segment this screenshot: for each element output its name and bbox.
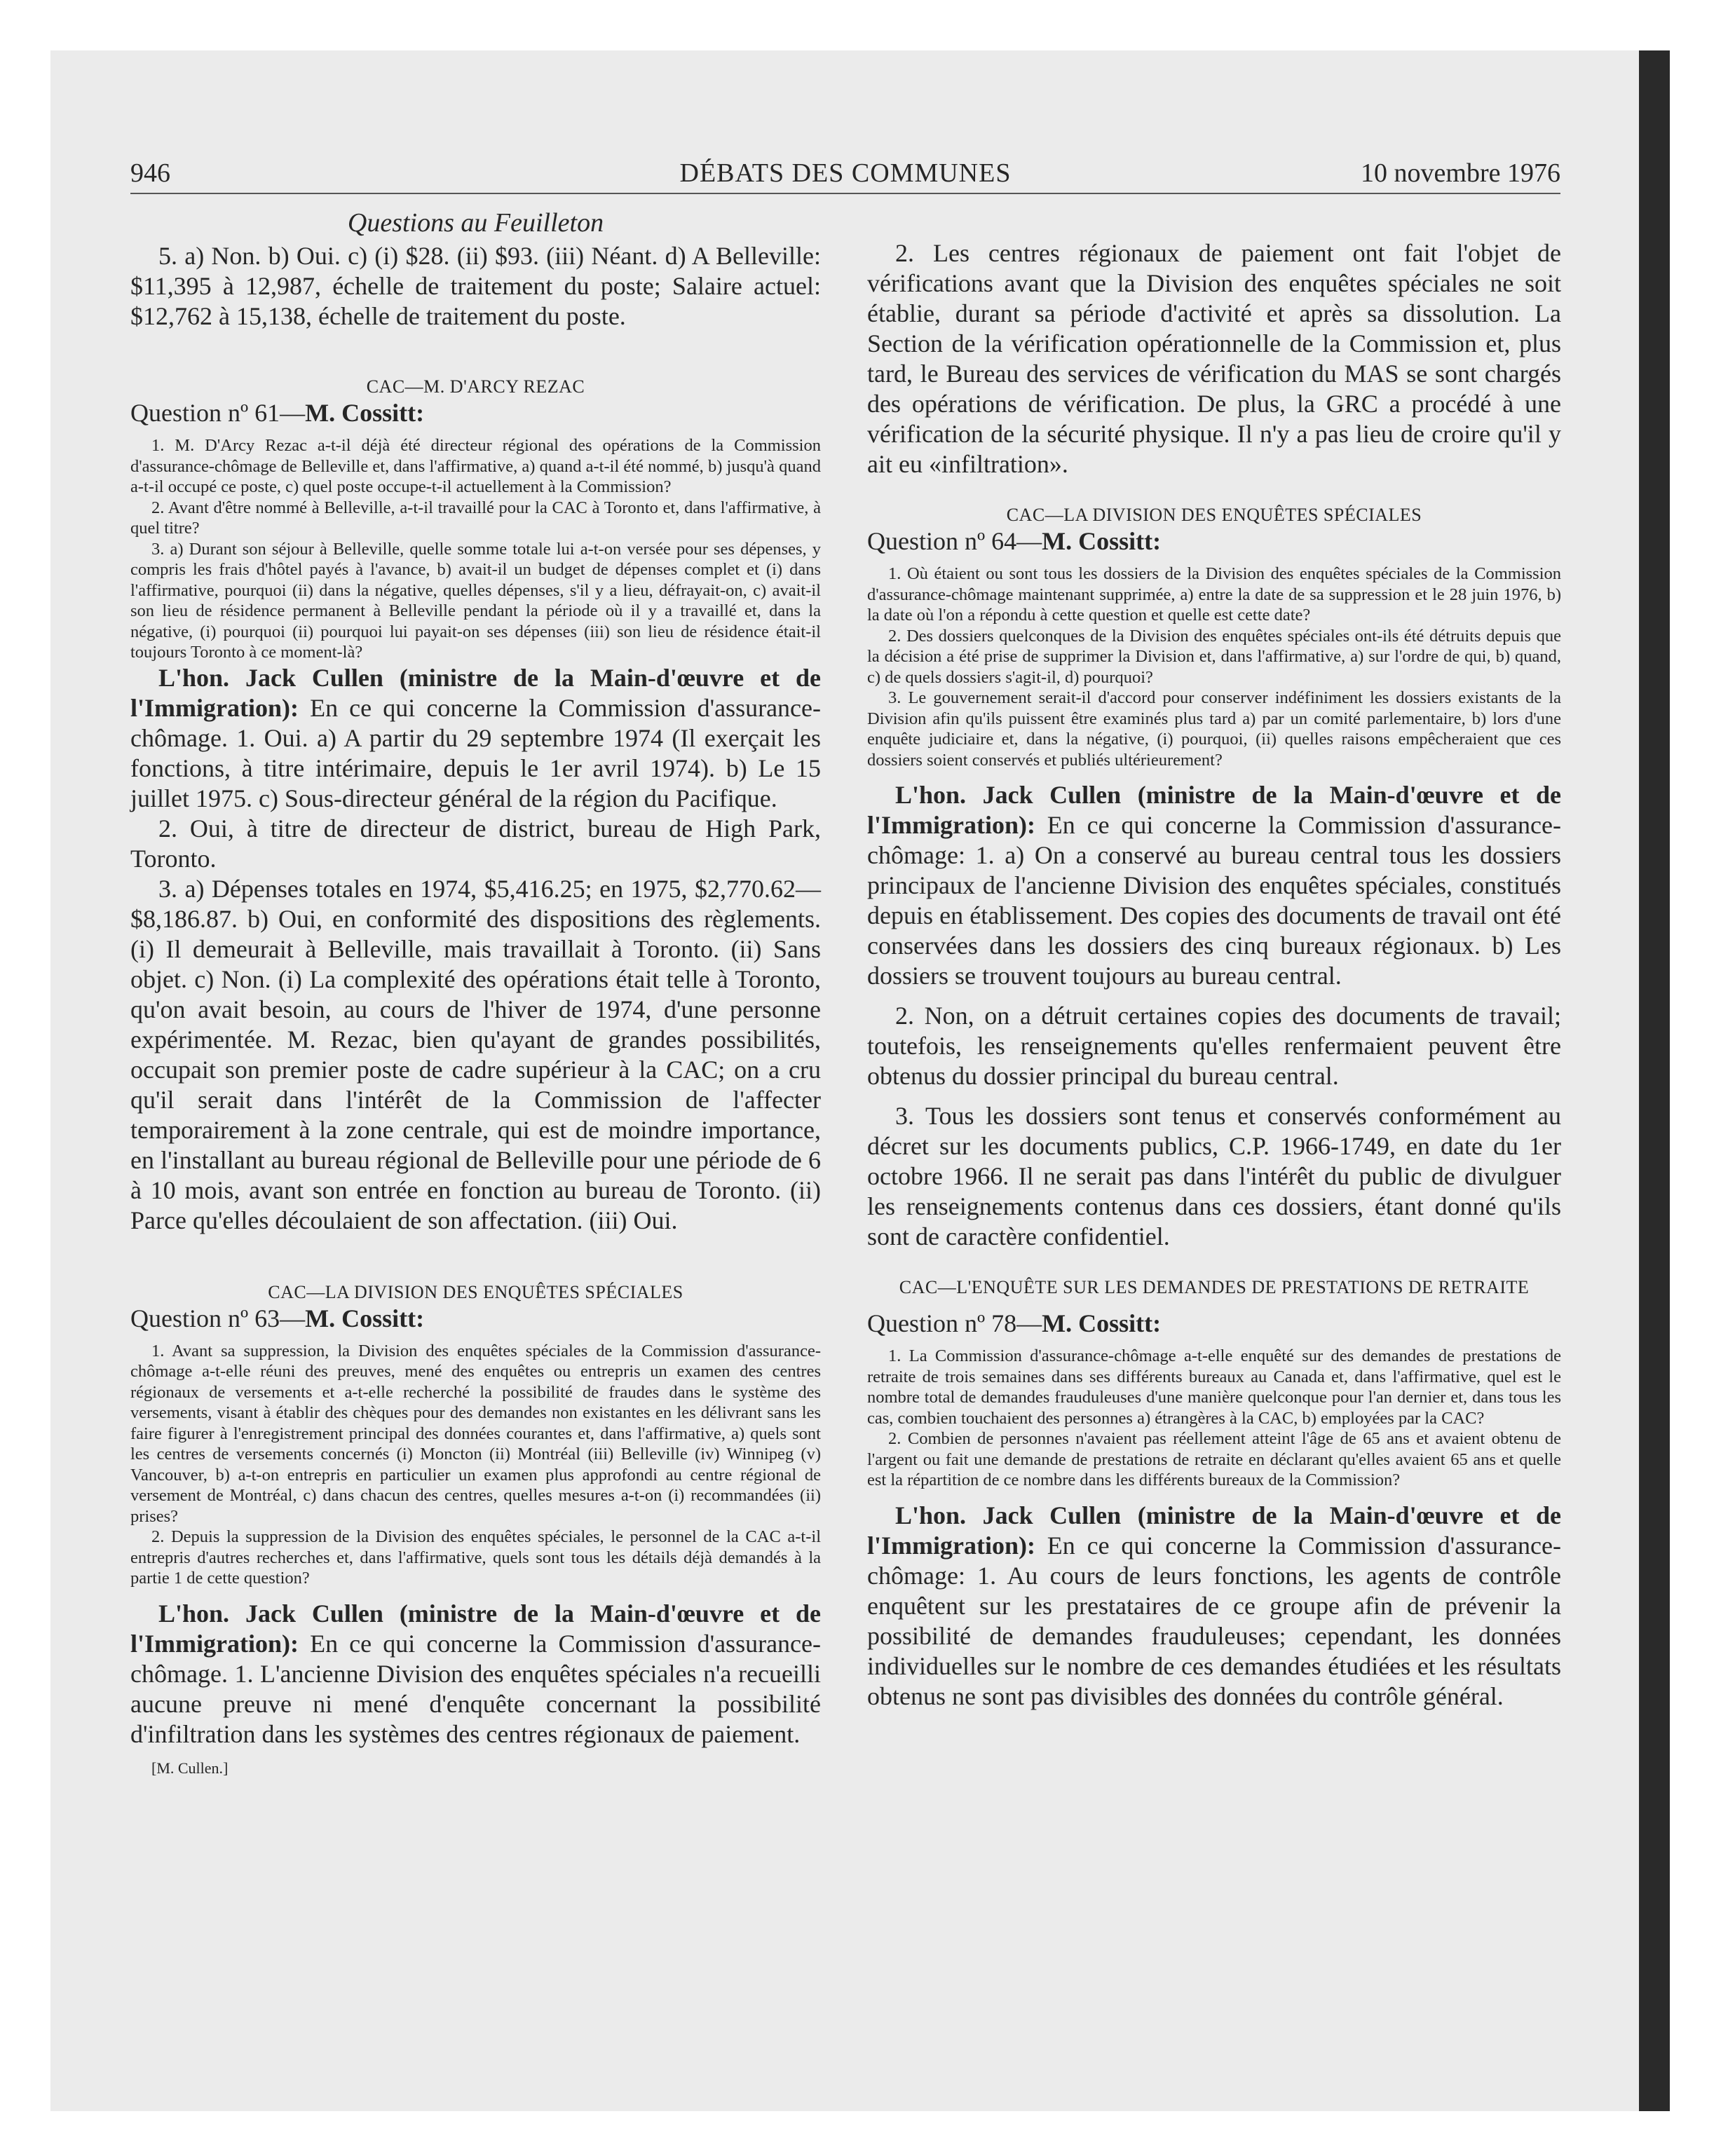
question-63-heading: Question nº 63—M. Cossitt: [130, 1304, 425, 1332]
page-number: 946 [130, 158, 170, 188]
question-78-part2: 2. Combien de personnes n'avaient pas réellement atteint l'âge de 65 ans et avaient obtenu de l'argent ou fait une demande de prestations de retraite en déclarant qu'elles avaient 65 ans et quelle est la répartition de ce nombre dans les différents bureaux de la Commission? [867, 1429, 1561, 1489]
left-column [130, 207, 821, 1778]
rubric-rezac: CAC—M. D'ARCY REZAC [366, 376, 585, 397]
question-63-part1: 1. Avant sa suppression, la Division des enquêtes spéciales de la Commission d'assurance-chômage a-t-elle réuni des preuves, mené des enquêtes ou entrepris un examen des centres régionaux de versements et a-t-elle recherché la possibilité de fraudes dans le système des versements, visant à établir des chèques pour des demandes non existantes en les délivrant sans les faire figurer à l'enregistrement principal des données courantes et, dans l'affirmative, a) quels sont les centres de versements concernés (i) Moncton (ii) Montréal (iii) Belleville (iv) Winnipeg (v) Vancouver, b) a-t-on entrepris en particulier un examen plus approfondi au centre régional de versement de Montréal, c) dans chacun des centres, quelles mesures a-t-on (i) recommandées (ii) prises? [130, 1341, 821, 1526]
page-header [130, 151, 1560, 194]
answer-78-part1: L'hon. Jack Cullen (ministre de la Main-d'œuvre et de l'Immigration): En ce qui concerne la Commission d'assurance-chômage: 1. Au cours de leurs fonctions, les agents de contrôle enquêtent sur les prestataires de ce groupe afin de prévenir la possibilité de demandes frauduleuses; cependant, les données individuelles sur le nombre de ces demandes étudiées et les résultats obtenus ne sont pas divisibles des données du contrôle général. [867, 1501, 1561, 1710]
answer-64-part3: 3. Tous les dossiers sont tenus et conservés conformément au décret sur les documents publics, C.P. 1966-1749, en date du 1er octobre 1966. Il ne serait pas dans l'intérêt du public de divulguer les renseignements contenus dans ces dossiers, étant donné qu'ils sont de caractère confidentiel. [867, 1102, 1561, 1250]
answer-61-part1: L'hon. Jack Cullen (ministre de la Main-d'œuvre et de l'Immigration): En ce qui concerne la Commission d'assurance-chômage. 1. Oui. a) A partir du 29 septembre 1974 (Il exerçait les fonctions, à titre intérimaire, depuis le 1er avril 1974). b) Le 15 juillet 1975. c) Sous-directeur général de la région du Pacifique. [130, 663, 821, 812]
answer-64-part2: 2. Non, on a détruit certaines copies des documents de travail; toutefois, les renseignements qu'elles renfermaient peuvent être obtenus du dossier principal du bureau central. [867, 1002, 1561, 1090]
question-64-part3: 3. Le gouvernement serait-il d'accord pour conserver indéfiniment les dossiers existants de la Division afin qu'ils puissent être examinés plus tard a) par un comité parlementaire, b) lors d'une enquête judiciaire et, dans la négative, (i) pourquoi, (ii) quelles raisons empêcheraient que ces dossiers soient conservés et publiés ultérieurement? [867, 688, 1561, 770]
question-61-heading: Question nº 61—M. Cossitt: [130, 399, 425, 427]
answer-5-paragraph: 5. a) Non. b) Oui. c) (i) $28. (ii) $93. (iii) Néant. d) A Belleville: $11,395 à 12,987, échelle de traitement du poste; Salaire actuel: $12,762 à 15,138, échelle de traitement du poste. [130, 242, 821, 330]
rubric-division-63: CAC—LA DIVISION DES ENQUÊTES SPÉCIALES [268, 1281, 683, 1302]
speaker-cullen: L'hon. Jack Cullen (ministre de la Main-d'œuvre et de l'Immigration): [130, 1599, 821, 1658]
scan-edge-band [1639, 50, 1670, 2111]
answer-61-part3: 3. a) Dépenses totales en 1974, $5,416.25; en 1975, $2,770.62—$8,186.87. b) Oui, en conformité des dispositions des règlements. (i) Il demeurait à Belleville, mais travaillait à Toronto. (ii) Sans objet. c) Non. (i) La complexité des opérations était telle à Toronto, qu'on avait besoin, au cours de l'hiver de 1974, d'une personne expérimentée. M. Rezac, bien qu'ayant de grandes possibilités, occupait son premier poste de cadre supérieur à la CAC; on a cru qu'il serait dans l'intérêt de la Commission de l'affecter temporairement à la zone centrale, qui est de moindre importance, en l'installant au bureau régional de Belleville pour une période de 6 à 10 mois, avant son entrée en fonction au bureau de Toronto. (ii) Parce qu'elles découlaient de son affectation. (iii) Oui. [130, 874, 821, 1234]
answer-63-continued: 2. Les centres régionaux de paiement ont fait l'objet de vérifications avant que la Division des enquêtes spéciales ne soit établie, durant sa période d'activité et après sa dissolution. La Section de la vérification opérationnelle de la Commission et, plus tard, le Bureau des services de vérification du MAS se sont chargés des opérations de vérification. De plus, la GRC a procédé à une vérification de la sécurité physique. Il n'y a pas lieu de croire qu'il y ait eu «infiltration». [867, 239, 1561, 478]
answer-64-part1: L'hon. Jack Cullen (ministre de la Main-d'œuvre et de l'Immigration): En ce qui concerne la Commission d'assurance-chômage: 1. a) On a conservé au bureau central tous les dossiers principaux de l'ancienne Division des enquêtes spéciales, constitués depuis en établissement. Des copies des documents de travail ont été conservées dans les dossiers des cinq bureaux régionaux. b) Les dossiers se trouvent toujours au bureau central. [867, 781, 1561, 990]
rubric-division-64: CAC—LA DIVISION DES ENQUÊTES SPÉCIALES [1006, 505, 1422, 525]
question-64-heading: Question nº 64—M. Cossitt: [867, 527, 1162, 555]
page-date: 10 novembre 1976 [1361, 158, 1560, 188]
question-64-part1: 1. Où étaient ou sont tous les dossiers de la Division des enquêtes spéciales de la Commission d'assurance-chômage maintenant supprimée, a) entre la date de sa suppression et le 28 juin 1976, b) la date où l'on a répondu à cette question et quelle est cette date? [867, 564, 1561, 625]
speaker-cullen: L'hon. Jack Cullen (ministre de la Main-d'œuvre et de l'Immigration): [867, 781, 1561, 839]
answer-63-part1: L'hon. Jack Cullen (ministre de la Main-d'œuvre et de l'Immigration): En ce qui concerne la Commission d'assurance-chômage. 1. L'ancienne Division des enquêtes spéciales n'a recueilli aucune preuve ni mené d'enquête concernant la possibilité d'infiltration dans les systèmes des centres régionaux de paiement. [130, 1599, 821, 1748]
section-title: Questions au Feuilleton [347, 208, 604, 238]
right-column [867, 238, 1561, 1712]
question-64-part2: 2. Des dossiers quelconques de la Division des enquêtes spéciales ont-ils été détruits depuis que la décision a été prise de supprimer la Division et, dans l'affirmative, a) sur l'ordre de qui, b) quand, c) de quels dossiers s'agit-il, d) pourquoi? [867, 626, 1561, 687]
question-61-part3: 3. a) Durant son séjour à Belleville, quelle somme totale lui a-t-on versée pour ses dépenses, y compris les frais d'hôtel payés à l'avance, b) avait-il un budget de dépenses complet et (i) dans l'affirmative, pourquoi (ii) dans la négative, quelles dépenses, s'il y a lieu, défrayait-on, c) avait-il son lieu de résidence permanent à Belleville pendant la période où il y a travaillé et, dans la négative, (i) pourquoi (ii) pourquoi lui payait-on ses dépenses (iii) son lieu de résidence était-il toujours Toronto à ce moment-là? [130, 539, 821, 662]
rubric-retirement-inquiry: CAC—L'ENQUÊTE SUR LES DEMANDES DE PRESTATIONS DE RETRAITE [899, 1277, 1530, 1297]
question-78-part1: 1. La Commission d'assurance-chômage a-t-elle enquêté sur des demandes de prestations de retraite de trois semaines dans ses différents bureaux au Canada et, dans l'affirmative, quel est le nombre total de demandes frauduleuses d'une manière quelconque pour l'an dernier et, dans tous les cas, combien touchaient des personnes a) étrangères à la CAC, b) employées par la CAC? [867, 1346, 1561, 1428]
question-78-heading: Question nº 78—M. Cossitt: [867, 1309, 1162, 1337]
answer-61-part2: 2. Oui, à titre de directeur de district, bureau de High Park, Toronto. [130, 814, 821, 873]
speaker-cullen: L'hon. Jack Cullen (ministre de la Main-d'œuvre et de l'Immigration): [130, 663, 821, 722]
question-61-part1: 1. M. D'Arcy Rezac a-t-il déjà été directeur régional des opérations de la Commission d'assurance-chômage de Belleville et, dans l'affirmative, a) quand a-t-il été nommé, b) jusqu'à quand a-t-il occupé ce poste, c) quel poste occupe-t-il actuellement à la Commission? [130, 436, 821, 496]
speaker-signature: [M. Cullen.] [151, 1759, 229, 1777]
journal-title: DÉBATS DES COMMUNES [679, 158, 1012, 188]
question-61-part2: 2. Avant d'être nommé à Belleville, a-t-il travaillé pour la CAC à Toronto et, dans l'affirmative, à quel titre? [130, 498, 821, 538]
speaker-cullen: L'hon. Jack Cullen (ministre de la Main-d'œuvre et de l'Immigration): [867, 1501, 1561, 1560]
question-63-part2: 2. Depuis la suppression de la Division des enquêtes spéciales, le personnel de la CAC a-t-il entrepris d'autres recherches et, dans l'affirmative, quels sont tous les détails déjà demandés à la partie 1 de cette question? [130, 1527, 821, 1588]
